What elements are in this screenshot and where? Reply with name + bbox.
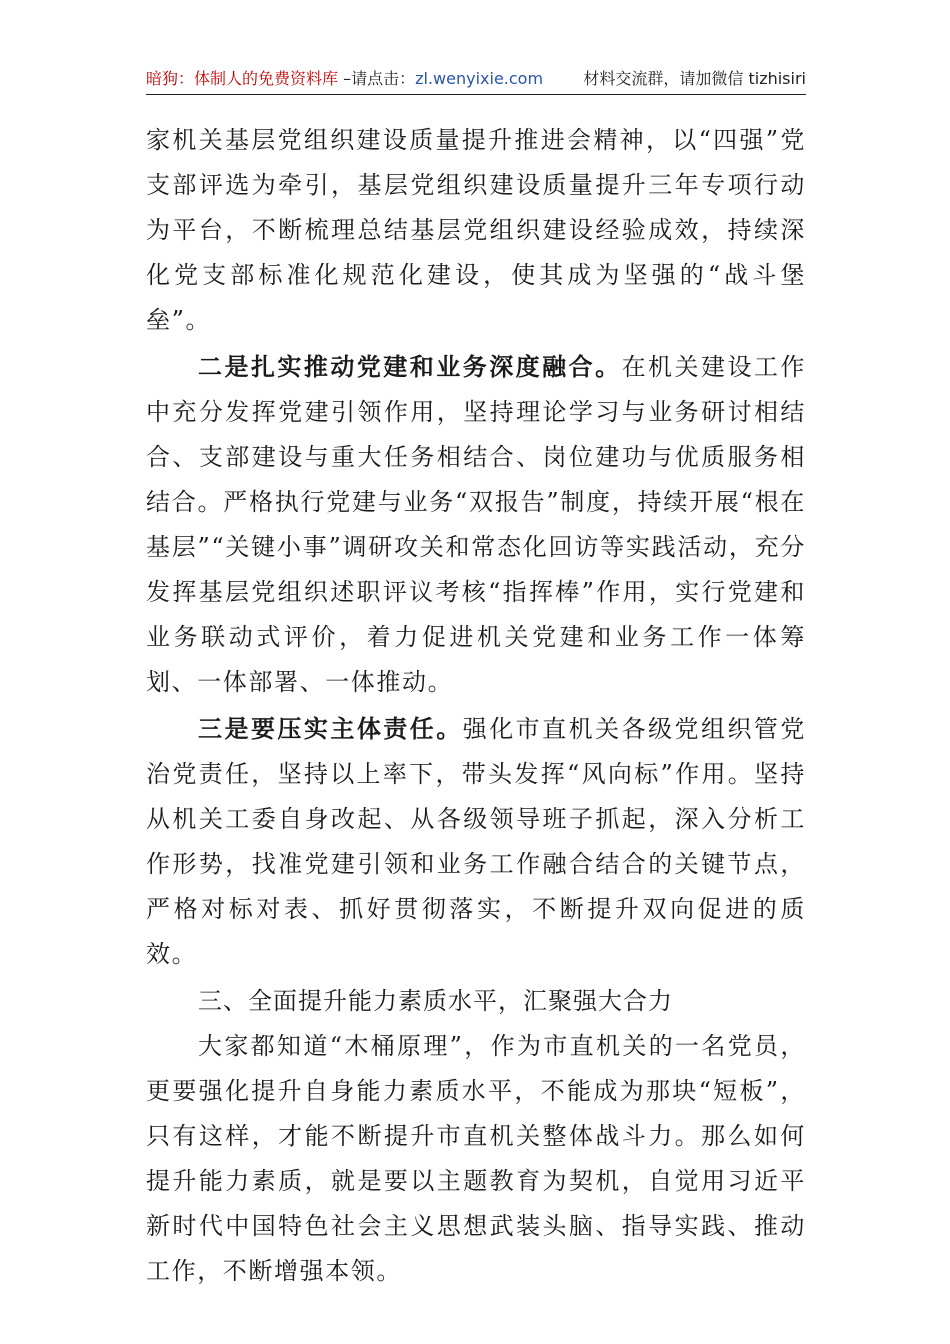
document-body bbox=[146, 118, 806, 1294]
paragraph-lead-integration: 二是扎实推动党建和业务深度融合。 bbox=[198, 353, 622, 381]
header-link[interactable]: zl.wenyixie.com bbox=[415, 69, 544, 88]
paragraph-body-responsibility: 强化市直机关各级党组织管党治党责任，坚持以上率下，带头发挥“风向标”作用。坚持从机关工委自身改起、从各级领导班子抓起，深入分析工作形势，找准党建引领和业务工作融合结合的关键节点，严格对标对表、抓好贯彻落实，不断提升双向促进的质效。 bbox=[146, 715, 806, 968]
paragraph-responsibility bbox=[146, 707, 806, 977]
header-site-name: 暗狗：体制人的免费资料库 bbox=[146, 69, 339, 88]
header-link-prefix: –请点击： bbox=[338, 69, 416, 88]
header-contact: 材料交流群，请加微信 tizhisiri bbox=[583, 69, 806, 88]
page-header bbox=[146, 64, 806, 95]
paragraph-continued: 家机关基层党组织建设质量提升推进会精神，以“四强”党支部评选为牵引，基层党组织建设质量提升三年专项行动为平台，不断梳理总结基层党组织建设经验成效，持续深化党支部标准化规范化建设，使其成为坚强的“战斗堡垒”。 bbox=[146, 126, 806, 334]
paragraph-integration bbox=[146, 345, 806, 705]
paragraph-body-integration: 在机关建设工作中充分发挥党建引领作用，坚持理论学习与业务研讨相结合、支部建设与重大任务相结合、岗位建功与优质服务相结合。严格执行党建与业务“双报告”制度，持续开展“根在基层”“关键小事”调研攻关和常态化回访等实践活动，充分发挥基层党组织述职评议考核“指挥棒”作用，实行党建和业务联动式评价，着力促进机关党建和业务工作一体筹划、一体部署、一体推动。 bbox=[146, 353, 806, 696]
paragraph-barrel-principle: 大家都知道“木桶原理”，作为市直机关的一名党员，更要强化提升自身能力素质水平，不能成为那块“短板”，只有这样，才能不断提升市直机关整体战斗力。那么如何提升能力素质，就是要以主题教育为契机，自觉用习近平新时代中国特色社会主义思想武装头脑、指导实践、推动工作，不断增强本领。 bbox=[146, 1032, 806, 1285]
paragraph-lead-responsibility: 三是要压实主体责任。 bbox=[198, 715, 463, 743]
section-heading-3: 三、全面提升能力素质水平，汇聚强大合力 bbox=[198, 987, 673, 1015]
